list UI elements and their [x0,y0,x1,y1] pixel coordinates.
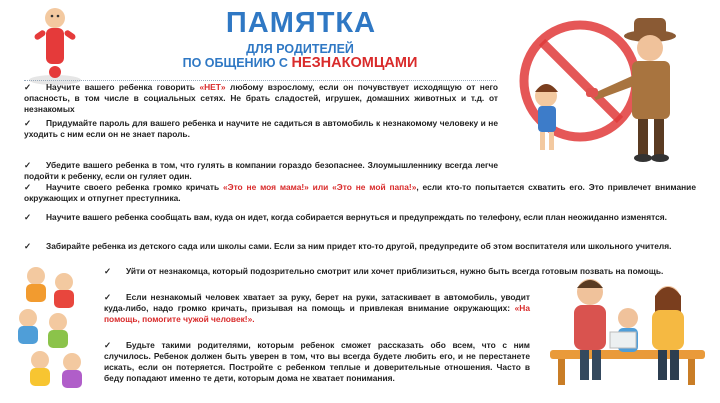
item-text: Научите вашего ребенка говорить [46,82,200,92]
check-icon: ✓ [104,292,112,302]
children-illustration [6,262,98,402]
check-icon: ✓ [104,266,112,276]
item-text-end: , если кто-то попытается схватить его. Это привлечет внимание окружающих и отпугнет преступника. [24,182,696,203]
exclamation-figure-illustration [20,4,90,86]
item-text: Будьте такими родителями, которым ребенок сможет рассказать обо всем, что с ним случилось. Ребенок должен быть уверен в том, что вы всегда будете любить его, и не перестанете искать, если он потеряется. Постройте с ребенком теплые и доверительные отношения. Часто в беду попадают именно те дети, которым дома не хватает понимания. [104,340,530,383]
check-icon: ✓ [104,340,112,350]
subtitle-prefix: ПО ОБЩЕНИЮ С [182,56,292,70]
list-item [24,82,498,115]
subtitle-line2 [150,55,450,71]
item-highlight: «На помощь, помогите чужой человек!». [104,303,530,324]
item-text: Научите вашего ребенка сообщать вам, куда он идет, когда собирается вернуться и предупреждать по телефону, если план неожиданно изменятся. [46,212,667,222]
item-text: Научите своего ребенка громко кричать [46,182,223,192]
list-item [24,182,696,204]
list-item [104,292,530,325]
check-icon: ✓ [24,241,32,251]
item-text: Убедите вашего ребенка в том, что гулять в компании гораздо безопаснее. Злоумышленнику всегда легче подойти к ребенку, если он гуляет один. [24,160,498,181]
item-text: Забирайте ребенка из детского сада или школы сами. Если за ним придет кто-то другой, предупредите об этом воспитателя или школьного учителя. [46,241,672,251]
check-icon: ✓ [24,82,32,92]
family-illustration [540,272,712,390]
item-text: Придумайте пароль для вашего ребенка и научите не садиться в автомобиль к незнакомому человеку и не уходить с ним если он не знает пароль. [24,118,498,139]
check-icon: ✓ [24,212,32,222]
item-text: Если незнакомый человек хватает за руку, берет на руки, затаскивает в автомобиль, уводит куда-либо, надо громко кричать, призывая на помощь и привлекая внимание окружающих: [104,292,530,313]
list-item [24,160,498,182]
item-text: Уйти от незнакомца, который подозрительно смотрит или хочет приблизиться, нужно быть всегда готовым позвать на помощь. [126,266,664,276]
list-item [24,212,696,223]
list-item [24,241,684,252]
subtitle-highlight: НЕЗНАКОМЦАМИ [291,55,418,71]
check-icon: ✓ [24,160,32,170]
stranger-warning-illustration [500,6,715,166]
item-highlight: «НЕТ» [199,82,226,92]
page-title: ПАМЯТКА [225,7,377,39]
subtitle-line1: ДЛЯ РОДИТЕЛЕЙ [246,42,354,56]
list-item [24,118,498,140]
item-text-end: любому взрослому, если он почувствует исходящую от него опасность, в том числе в социальных сетях. Не брать сладостей, игрушек, домашних животных и т.д. от незнакомых [24,82,498,114]
item-highlight: «Это не моя мама!» или «Это не мой папа!» [222,182,417,192]
list-item [104,340,530,384]
list-item [104,266,696,277]
check-icon: ✓ [24,182,32,192]
check-icon: ✓ [24,118,32,128]
divider [24,80,496,81]
